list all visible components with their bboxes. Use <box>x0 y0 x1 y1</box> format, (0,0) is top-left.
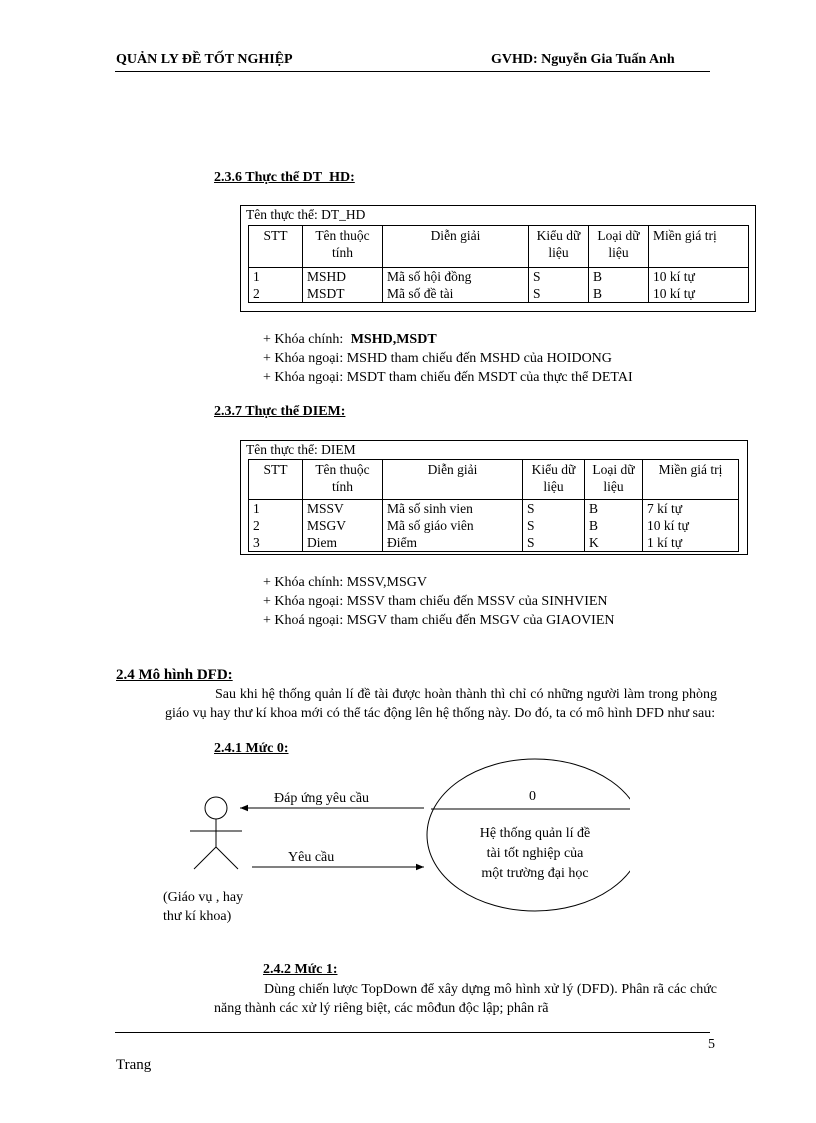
primary-key-value: MSHD,MSDT <box>350 332 437 347</box>
primary-key-diem: + Khóa chính: MSSV,MSGV <box>263 575 427 590</box>
cell: Mã số giáo viên <box>383 517 523 534</box>
arrow-response-label: Đáp ứng yêu cầu <box>274 791 370 806</box>
cell: Mã số hội đồng <box>383 268 529 286</box>
footer-rule <box>115 1032 710 1033</box>
section-236-title: 2.3.6 Thực thể DT_HD: <box>214 170 355 185</box>
process-name-line: một trường đại học <box>481 866 589 881</box>
cell: 1 kí tự <box>643 534 739 552</box>
cell: MSDT <box>303 285 383 303</box>
foreign-key-2-dt-hd: + Khóa ngoại: MSDT tham chiếu đến MSDT của thực thể DETAI <box>263 370 633 385</box>
footer-label: Trang <box>116 1057 152 1073</box>
process-name-line: Hệ thống quản lí đề <box>479 826 591 841</box>
cell: MSGV <box>303 517 383 534</box>
arrow-request-label: Yêu cầu <box>288 850 335 865</box>
cell: 2 <box>249 285 303 303</box>
header-right: GVHD: Nguyễn Gia Tuấn Anh <box>491 52 675 67</box>
cell: Điểm <box>383 534 523 552</box>
actor-label-line: (Giáo vụ , hay <box>163 890 244 905</box>
col-stt: STT <box>249 226 303 268</box>
cell: S <box>523 534 585 552</box>
cell: MSHD <box>303 268 383 286</box>
section-242-paragraph: Dùng chiến lược TopDown để xây dựng mô hình xử lý (DFD). Phân rã các chức năng thành các xử lý riêng biệt, các môđun độc lập; phân rã <box>214 982 717 1016</box>
cell: S <box>529 268 589 286</box>
cell: Mã số sinh vien <box>383 500 523 518</box>
cell: 1 <box>249 500 303 518</box>
cell: K <box>585 534 643 552</box>
col-loai-du-lieu: Loại dữ liệu <box>585 460 643 500</box>
page-number: 5 <box>708 1037 715 1052</box>
foreign-key-1-diem: + Khóa ngoại: MSSV tham chiếu đến MSSV của SINHVIEN <box>263 594 608 609</box>
cell: 2 <box>249 517 303 534</box>
entity-label-diem: Tên thực thể: DIEM <box>246 442 356 457</box>
cell: Diem <box>303 534 383 552</box>
cell: 1 <box>249 268 303 286</box>
col-ten-thuoc-tinh: Tên thuộc tính <box>303 226 383 268</box>
header-rule <box>115 71 710 72</box>
cell: S <box>529 285 589 303</box>
table-row <box>249 285 749 303</box>
section-24-title: 2.4 Mô hình DFD: <box>116 667 233 683</box>
table-row <box>249 517 739 534</box>
cell: 7 kí tự <box>643 500 739 518</box>
cell: B <box>585 500 643 518</box>
foreign-key-2-diem: + Khoá ngoại: MSGV tham chiếu đến MSGV của GIAOVIEN <box>263 613 615 628</box>
actor-stick-figure <box>190 797 242 869</box>
foreign-key-1-dt-hd: + Khóa ngoại: MSHD tham chiếu đến MSHD của HOIDONG <box>263 351 612 366</box>
section-24-paragraph: Sau khi hệ thống quản lí đề tài được hoàn thành thì chỉ có những người làm trong phòng giáo vụ hay thư kí khoa mới có thể tác động lên hệ thống này. Do đó, ta có mô hình DFD như sau: <box>165 687 717 721</box>
cell: B <box>589 285 649 303</box>
col-dien-giai: Diễn giải <box>383 460 523 500</box>
col-mien-gia-tri: Miền giá trị <box>649 226 749 268</box>
cell: S <box>523 517 585 534</box>
process-id: 0 <box>529 789 536 804</box>
cell: Mã số đề tài <box>383 285 529 303</box>
process-name-line: tài tốt nghiệp của <box>486 846 584 861</box>
section-237-title: 2.3.7 Thực thể DIEM: <box>214 404 346 419</box>
col-loai-du-lieu: Loại dữ liệu <box>589 226 649 268</box>
cell: 3 <box>249 534 303 552</box>
primary-key-prefix: + Khóa chính: <box>263 332 344 347</box>
actor-label <box>163 888 243 926</box>
primary-key-dt-hd <box>263 330 437 349</box>
actor-label-line: thư kí khoa) <box>163 909 232 924</box>
cell: S <box>523 500 585 518</box>
cell: 10 kí tự <box>649 285 749 303</box>
process-name <box>435 824 635 884</box>
table-row <box>249 500 739 518</box>
section-242-title: 2.4.2 Mức 1: <box>263 962 338 977</box>
col-kieu-du-lieu: Kiểu dữ liệu <box>529 226 589 268</box>
header-left: QUẢN LY ĐỀ TỐT NGHIỆP <box>116 52 293 67</box>
col-dien-giai: Diễn giải <box>383 226 529 268</box>
table-row <box>249 268 749 286</box>
col-mien-gia-tri: Miền giá trị <box>643 460 739 500</box>
section-241-title: 2.4.1 Mức 0: <box>214 741 289 756</box>
col-stt: STT <box>249 460 303 500</box>
col-ten-thuoc-tinh: Tên thuộc tính <box>303 460 383 500</box>
cell: MSSV <box>303 500 383 518</box>
col-kieu-du-lieu: Kiểu dữ liệu <box>523 460 585 500</box>
table-row <box>249 534 739 552</box>
cell: B <box>589 268 649 286</box>
cell: B <box>585 517 643 534</box>
cell: 10 kí tự <box>643 517 739 534</box>
cell: 10 kí tự <box>649 268 749 286</box>
attribute-table-dt-hd <box>248 225 749 303</box>
entity-label-dt-hd: Tên thực thể: DT_HD <box>246 207 366 222</box>
attribute-table-diem <box>248 459 739 552</box>
